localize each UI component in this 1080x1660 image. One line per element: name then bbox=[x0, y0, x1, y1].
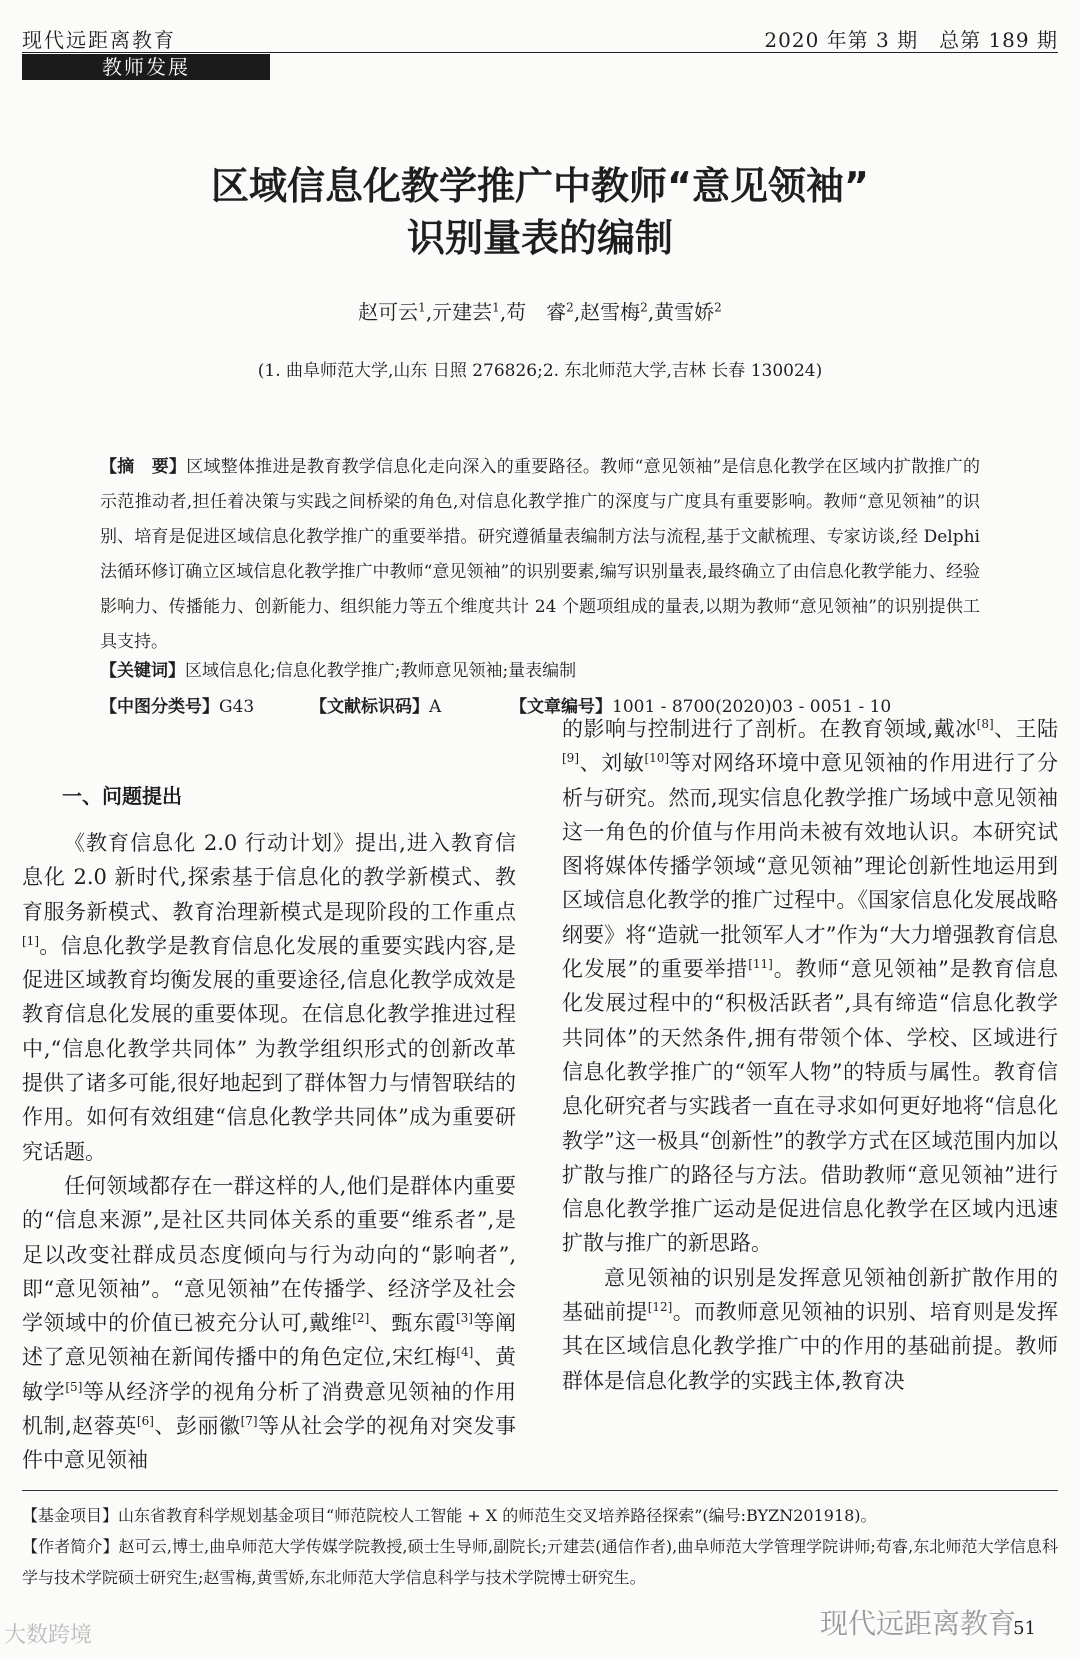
body-text: 等从社会学的视角对突发事件中意见领袖 bbox=[22, 1414, 517, 1473]
fund-label: 【基金项目】 bbox=[22, 1506, 119, 1525]
body-text: 任何领域都存在一群这样的人,他们是群体内重要的“信息来源”,是社区共同体关系的重要“维系者”,是足以改变社群成员态度倾向与行为动向的“影响者”,即“意见领袖”。“意见领袖”在传播学、经济学及社会学领域中的价值已被充分认可,戴维 bbox=[22, 1173, 516, 1336]
section-tab: 教师发展 bbox=[22, 54, 270, 80]
article-title bbox=[0, 160, 1080, 264]
body-text: 、彭丽徽 bbox=[153, 1414, 241, 1439]
author-affiliation-mark: 2 bbox=[714, 300, 722, 315]
body-paragraph bbox=[22, 1169, 516, 1478]
body-text: 《教育信息化 2.0 行动计划》提出,进入教育信息化 2.0 新时代,探索基于信息化的教学新模式、教育服务新模式、教育治理新模式是现阶段的工作重点 bbox=[22, 831, 516, 924]
body-text: 等阐述了意见领袖在新闻传播中的角色定位,宋红梅 bbox=[22, 1311, 517, 1370]
citation-ref: [3] bbox=[455, 1311, 473, 1326]
doc-code-label: 【文献标识码】 bbox=[310, 697, 429, 717]
section-heading: 一、问题提出 bbox=[62, 784, 182, 808]
citation-ref: [9] bbox=[562, 751, 579, 766]
body-paragraph bbox=[22, 826, 516, 1169]
author-separator: , bbox=[573, 300, 581, 324]
citation-ref: [2] bbox=[352, 1311, 370, 1326]
author-bio bbox=[22, 1531, 1058, 1593]
citation-ref: [4] bbox=[456, 1345, 474, 1360]
author-bio-text: 赵可云,博士,曲阜师范大学传媒学院教授,硕士生导师,副院长;亓建芸(通信作者),曲阜师范大学管理学院讲师;苟睿,东北师范大学信息科学与技术学院硕士研究生;赵雪梅,黄雪娇,东北师范大学信息科学与技术学院博士研究生。 bbox=[22, 1537, 1058, 1587]
citation-ref: [5] bbox=[65, 1379, 83, 1394]
running-header-issue: 2020 年第 3 期 总第 189 期 bbox=[764, 28, 1058, 52]
citation-ref: [1] bbox=[22, 933, 39, 948]
body-column-right bbox=[562, 712, 1058, 1398]
abstract-label: 【摘 要】 bbox=[100, 457, 187, 477]
author-affiliation-mark: 2 bbox=[640, 300, 648, 315]
author-bio-label: 【作者简介】 bbox=[22, 1537, 119, 1556]
running-header-journal: 现代远距离教育 bbox=[22, 28, 176, 52]
footnote-rule bbox=[22, 1490, 1058, 1491]
abstract-text: 区域整体推进是教育教学信息化走向深入的重要路径。教师“意见领袖”是信息化教学在区域内扩散推广的示范推动者,担任着决策与实践之间桥梁的角色,对信息化教学推广的深度与广度具有重要影响。教师“意见领袖”的识别、培育是促进区域信息化教学推广的重要举措。研究遵循量表编制方法与流程,基于文献梳理、专家访谈,经 Delphi 法循环修订确立区域信息化教学推广中教师“意见领袖”的识别要素,编写识别量表,最终确立了由信息化教学能力、经验影响力、传播能力、创新能力、组织能力等五个维度共计 24 个题项组成的量表,以期为教师“意见领袖”的识别提供工具支持。 bbox=[100, 457, 981, 652]
body-text: 意见领袖的识别是发挥意见领袖创新扩散作用的基础前提 bbox=[562, 1265, 1058, 1325]
clc-value: G43 bbox=[219, 697, 255, 717]
citation-ref: [12] bbox=[647, 1300, 673, 1315]
clc-label: 【中图分类号】 bbox=[100, 697, 219, 717]
keywords-text: 区域信息化;信息化教学推广;教师意见领袖;量表编制 bbox=[185, 661, 577, 681]
author-name: 黄雪娇 bbox=[654, 300, 715, 324]
title-line-1: 区域信息化教学推广中教师“意见领袖” bbox=[211, 164, 869, 208]
watermark-left: 大数跨境 bbox=[4, 1623, 93, 1648]
author-affiliation-mark: 1 bbox=[492, 300, 500, 315]
body-text: 、甄东霞 bbox=[369, 1311, 456, 1336]
body-text: 等对网络环境中意见领袖的作用进行了分析与研究。然而,现实信息化教学推广场域中意见领袖这一角色的价值与作用尚未被有效地认识。本研究试图将媒体传播学领域“意见领袖”理论创新性地运用到区域信息化教学的推广过程中。《国家信息化发展战略纲要》将“造就一批领军人才”作为“大力增强教育信息化发展”的重要举措 bbox=[562, 751, 1059, 982]
body-text: 。教师“意见领袖”是教育信息化发展过程中的“积极活跃者”,具有缔造“信息化教学共同体”的天然条件,拥有带领个体、学校、区域进行信息化教学推广的“领军人物”的特质与属性。教育信息化研究者与实践者一直在寻求如何更好地将“信息化教学”这一极具“创新性”的教学方式在区域范围内加以扩散与推广的路径与方法。借助教师“意见领袖”进行信息化教学推广运动是促进信息化教学在区域内迅速扩散与推广的新思路。 bbox=[562, 957, 1058, 1256]
keywords-label: 【关键词】 bbox=[100, 661, 185, 681]
article-number-label: 【文章编号】 bbox=[510, 697, 612, 717]
footnote bbox=[22, 1500, 1058, 1593]
affiliations: (1. 曲阜师范大学,山东 日照 276826;2. 东北师范大学,吉林 长春 130024) bbox=[257, 361, 823, 381]
doc-code-value: A bbox=[429, 697, 442, 717]
fund-text: 山东省教育科学规划基金项目“师范院校人工智能 + X 的师范生交叉培养路径探索”(编号:BYZN201918)。 bbox=[118, 1506, 877, 1525]
citation-ref: [10] bbox=[644, 751, 670, 766]
body-column-left bbox=[22, 826, 516, 1478]
title-line-2: 识别量表的编制 bbox=[406, 216, 673, 260]
body-text: 。信息化教学是教育信息化发展的重要实践内容,是促进区域教育均衡发展的重要途径,信息化教学成效是教育信息化发展的重要体现。在信息化教学推进过程中,“信息化教学共同体” 为教学组织形式的创新改革提供了诸多可能,很好地起到了群体智力与情智联结的作用。如何有效组建“信息化教学共同体”成为重要研究话题。 bbox=[22, 933, 516, 1164]
body-paragraph bbox=[562, 1261, 1058, 1398]
body-text: 、王陆 bbox=[993, 717, 1059, 741]
citation-ref: [7] bbox=[240, 1414, 258, 1429]
author-name: 苟 睿 bbox=[506, 300, 567, 324]
body-text: 。而教师意见领袖的识别、培育则是发挥其在区域信息化教学推广中的作用的基础前提。教师群体是信息化教学的实践主体,教育决 bbox=[562, 1300, 1058, 1393]
author-name: 赵雪梅 bbox=[580, 300, 641, 324]
fund-note bbox=[22, 1500, 1058, 1531]
page-number: 51 bbox=[1013, 1618, 1036, 1639]
citation-ref: [11] bbox=[748, 957, 773, 972]
keywords bbox=[100, 656, 980, 681]
abstract bbox=[100, 450, 980, 660]
author-affiliation-mark: 1 bbox=[418, 300, 426, 315]
citation-ref: [6] bbox=[136, 1414, 154, 1429]
body-paragraph bbox=[562, 712, 1058, 1261]
author-affiliation-mark: 2 bbox=[566, 300, 574, 315]
author-separator: , bbox=[425, 300, 433, 324]
header-rule bbox=[22, 52, 1058, 53]
author-separator: , bbox=[499, 300, 507, 324]
body-text: 等从经济学的视角分析了消费意见领袖的作用机制,赵蓉英 bbox=[22, 1379, 517, 1439]
watermark-right: 现代远距离教育 bbox=[820, 1607, 1017, 1640]
author-name: 亓建芸 bbox=[432, 300, 493, 324]
author-separator: , bbox=[647, 300, 655, 324]
author-list bbox=[0, 296, 1080, 325]
body-text: 、刘敏 bbox=[579, 751, 645, 776]
citation-ref: [8] bbox=[976, 717, 994, 731]
author-name: 赵可云 bbox=[358, 300, 419, 324]
body-text: 的影响与控制进行了剖析。在教育领域,戴冰 bbox=[562, 717, 977, 741]
article-number-value: 1001 - 8700(2020)03 - 0051 - 10 bbox=[612, 697, 892, 717]
body-text: 、黄敏学 bbox=[22, 1345, 516, 1404]
